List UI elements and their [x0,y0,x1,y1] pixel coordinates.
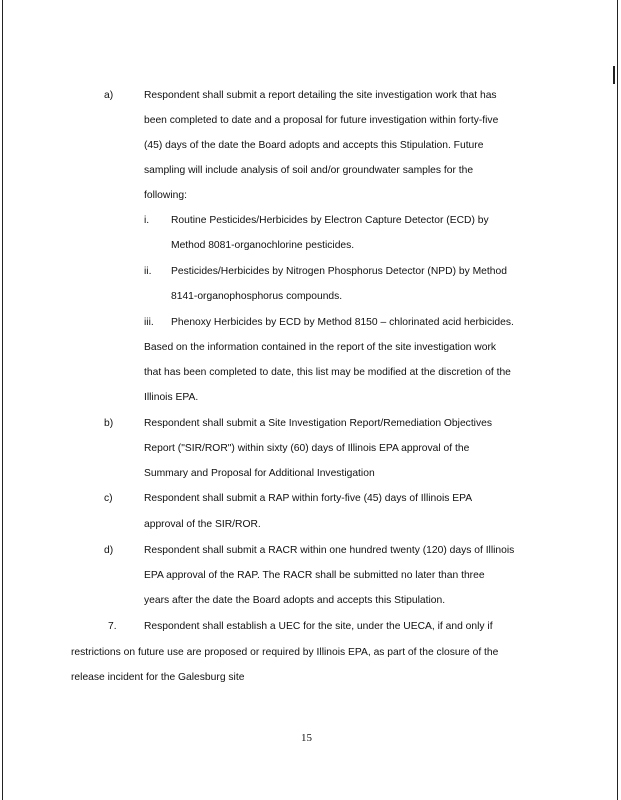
scan-mark [613,66,615,84]
sub-item-iii-label: iii. [144,317,154,328]
item-7-line-2: restrictions on future use are proposed or required by Illinois EPA, as part of the closure of the [71,647,499,658]
item-7-line-3: release incident for the Galesburg site [71,672,245,683]
item-a-closing-line-1: Based on the information contained in the report of the site investigation work [144,342,497,353]
item-a-line-1: Respondent shall submit a report detailing the site investigation work that has [144,90,497,101]
item-b-line-3: Summary and Proposal for Additional Investigation [144,468,375,479]
item-c-label: c) [104,493,113,504]
item-a-line-3: (45) days of the date the Board adopts and accepts this Stipulation. Future [144,140,484,151]
item-7-line-1: Respondent shall establish a UEC for the site, under the UECA, if and only if [144,621,493,632]
item-a-line-2: been completed to date and a proposal for future investigation within forty-five [144,115,499,126]
item-a-closing-line-3: Illinois EPA. [144,392,199,403]
scan-edge-left [2,0,3,800]
item-d-line-2: EPA approval of the RAP. The RACR shall be submitted no later than three [144,570,485,581]
item-d-label: d) [104,545,114,556]
sub-item-iii-line-1: Phenoxy Herbicides by ECD by Method 8150 – chlorinated acid herbicides. [171,317,514,328]
item-b-line-2: Report ("SIR/ROR") within sixty (60) days of Illinois EPA approval of the [144,443,470,454]
item-b-label: b) [104,418,114,429]
item-d-line-1: Respondent shall submit a RACR within one hundred twenty (120) days of Illinois [144,545,515,556]
sub-item-ii-label: ii. [144,266,152,277]
sub-item-ii-line-2: 8141-organophosphorus compounds. [171,291,343,302]
item-a-label: a) [104,90,114,101]
item-7-label: 7. [108,621,117,632]
item-a-line-4: sampling will include analysis of soil and/or groundwater samples for the [144,165,474,176]
item-b-line-1: Respondent shall submit a Site Investigation Report/Remediation Objectives [144,418,492,429]
item-c-line-1: Respondent shall submit a RAP within forty-five (45) days of Illinois EPA [144,493,473,504]
sub-item-i-line-1: Routine Pesticides/Herbicides by Electron Capture Detector (ECD) by [171,215,489,226]
sub-item-i-label: i. [144,215,150,226]
item-a-line-5: following: [144,190,187,201]
sub-item-i-line-2: Method 8081-organochlorine pesticides. [171,240,355,251]
item-d-line-3: years after the date the Board adopts and accepts this Stipulation. [144,595,446,606]
scan-edge-right [617,0,618,800]
item-c-line-2: approval of the SIR/ROR. [144,519,261,530]
page-number: 15 [301,732,312,744]
sub-item-ii-line-1: Pesticides/Herbicides by Nitrogen Phosphorus Detector (NPD) by Method [171,266,507,277]
item-a-closing-line-2: that has been completed to date, this list may be modified at the discretion of the [144,367,511,378]
